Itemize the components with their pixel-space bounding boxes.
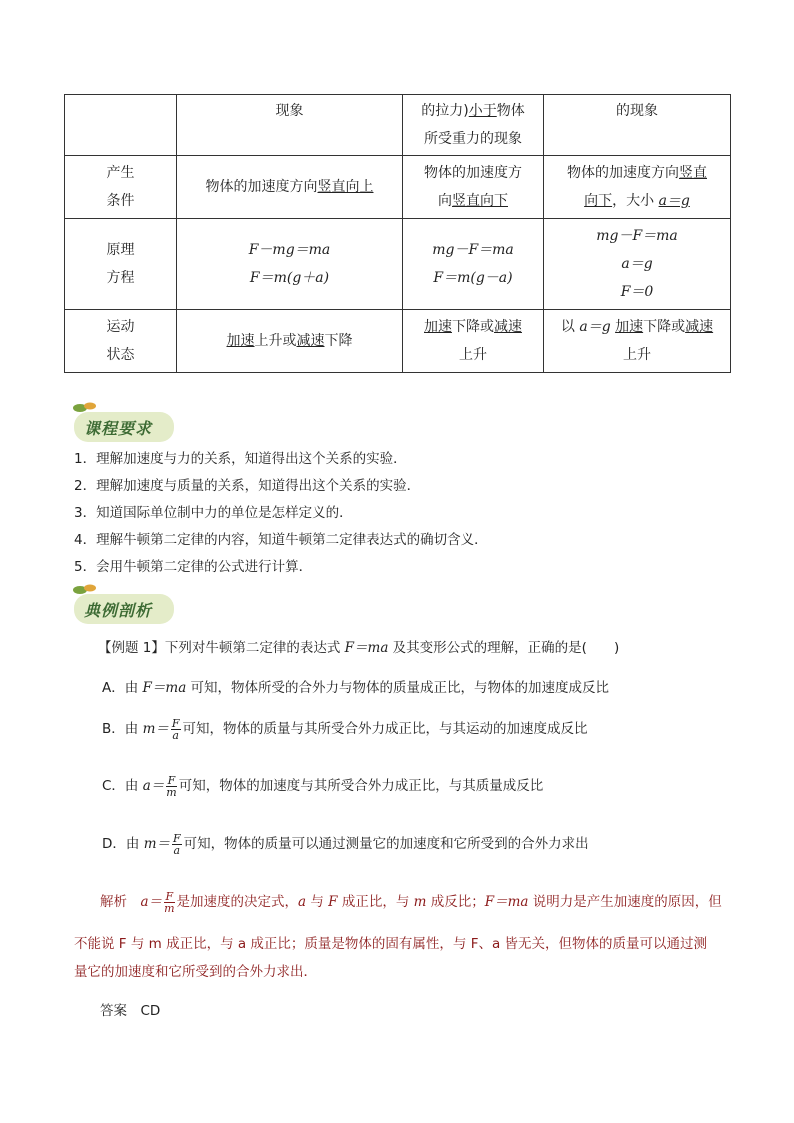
table-cell <box>65 310 177 373</box>
cell-text: 向 <box>438 193 452 209</box>
option-lead: D．由 <box>102 836 144 852</box>
cell-text: 物体 <box>496 103 525 119</box>
cell-text: 物体的加速度方 <box>424 165 522 181</box>
analysis-text: 成正比，与 <box>337 894 414 910</box>
answer-label: 答案 <box>100 1003 141 1019</box>
cell-formula: F＝m(g＋a) <box>249 270 330 286</box>
row-label: 运动 <box>106 319 135 335</box>
table-row <box>65 95 731 156</box>
analysis-text: 成反比； <box>426 894 485 910</box>
table-cell <box>544 310 731 373</box>
cell-text: 以 <box>560 319 580 335</box>
cell-formula: mg－F＝ma <box>596 228 678 244</box>
leaf-icon <box>72 582 98 596</box>
row-label: 原理 <box>106 242 135 258</box>
cell-text: 的拉力) <box>421 103 469 119</box>
analysis-text: 说明力是产生加速度的原因，但 <box>528 894 722 910</box>
cell-text: 竖直向下 <box>452 193 508 209</box>
cell-text: 加速 <box>615 319 644 335</box>
fraction <box>171 718 181 741</box>
cell-text: 减速 <box>494 319 522 335</box>
table-row <box>65 156 731 219</box>
cell-text: 上升 <box>623 347 651 363</box>
cell-text: 加速 <box>226 333 255 349</box>
analysis-formula: F＝ma <box>484 894 529 910</box>
option-a <box>102 676 609 696</box>
cell-formula: a＝g <box>579 319 611 335</box>
analysis-var: F <box>328 894 338 910</box>
cell-formula: a＝g <box>658 193 690 209</box>
analysis-var: m <box>413 894 427 910</box>
section-title: 典例剖析 <box>84 601 153 620</box>
option-formula: F＝ma <box>142 680 187 696</box>
analysis-formula: a＝ <box>140 894 163 910</box>
option-lead: A．由 <box>102 680 143 696</box>
example-question <box>98 636 619 656</box>
cell-formula: a＝g <box>621 256 653 272</box>
row-label: 条件 <box>106 193 135 209</box>
requirement-item: 4．理解牛顿第二定律的内容，知道牛顿第二定律表达式的确切含义． <box>74 532 488 548</box>
fraction <box>166 775 176 798</box>
cell-text: 减速 <box>296 333 325 349</box>
table-cell <box>403 95 544 156</box>
option-lead: B．由 <box>102 721 143 737</box>
comparison-table <box>64 94 731 373</box>
cell-formula: F－mg＝ma <box>248 242 331 258</box>
table-cell <box>403 219 544 310</box>
cell-text: 物体的加速度方向 <box>205 179 318 195</box>
requirement-item: 5．会用牛顿第二定律的公式进行计算． <box>74 559 313 575</box>
cell-text: 小于 <box>468 103 497 119</box>
cell-text: 竖直 <box>679 165 707 181</box>
option-c <box>102 774 543 798</box>
denominator: m <box>166 785 177 799</box>
fraction <box>172 833 182 856</box>
numerator: F <box>167 773 176 787</box>
analysis-text: 与 <box>306 894 329 910</box>
denominator: m <box>164 901 175 915</box>
table-cell <box>65 156 177 219</box>
analysis-var: a <box>298 894 307 910</box>
requirement-item: 2．理解加速度与质量的关系，知道得出这个关系的实验． <box>74 478 421 494</box>
table-cell <box>544 219 731 310</box>
cell-formula: F＝m(g－a) <box>433 270 513 286</box>
cell-formula: mg－F＝ma <box>432 242 514 258</box>
table-cell <box>65 95 177 156</box>
option-formula: m＝ <box>143 836 170 852</box>
option-text: 可知，物体的质量与其所受合外力成正比，与其运动的加速度成反比 <box>182 721 588 737</box>
row-label: 产生 <box>106 165 135 181</box>
question-text: 【例题 1】下列对牛顿第二定律的表达式 <box>98 640 345 656</box>
cell-text: 上升或 <box>254 333 297 349</box>
cell-text: 下降或 <box>452 319 494 335</box>
table-cell <box>403 310 544 373</box>
row-label: 状态 <box>106 347 135 363</box>
cell-text: 下降 <box>324 333 353 349</box>
row-label: 方程 <box>106 270 135 286</box>
option-text: 可知，物体所受的合外力与物体的质量成正比，与物体的加速度成反比 <box>186 680 610 696</box>
option-d <box>102 832 589 856</box>
analysis-label: 解析 <box>100 894 141 910</box>
table-cell <box>177 95 403 156</box>
cell-text: 加速 <box>424 319 452 335</box>
analysis-line-3: 量它的加速度和它所受到的合外力求出． <box>74 964 317 980</box>
table-cell <box>177 219 403 310</box>
table-cell <box>177 310 403 373</box>
numerator: F <box>173 831 181 845</box>
option-lead: C．由 <box>102 778 143 794</box>
numerator: F <box>171 716 180 730</box>
cell-text: 上升 <box>459 347 487 363</box>
leaf-icon <box>72 400 98 414</box>
table-cell <box>544 95 731 156</box>
table-cell <box>177 156 403 219</box>
table-cell <box>65 219 177 310</box>
denominator: a <box>173 843 181 857</box>
cell-text: 所受重力的现象 <box>424 131 522 147</box>
table-row <box>65 219 731 310</box>
answer-value: CD <box>140 1003 161 1019</box>
section-heading-course-requirements <box>74 412 174 442</box>
section-heading-example-analysis <box>74 594 174 624</box>
analysis-line-2: 不能说 F 与 m 成正比，与 a 成正比；质量是物体的固有属性，与 F、a 皆无关，但物体的质量可以通过测 <box>74 936 708 952</box>
fraction <box>164 891 174 914</box>
table-row <box>65 310 731 373</box>
option-text: 可知，物体的质量可以通过测量它的加速度和它所受到的合外力求出 <box>183 836 589 852</box>
option-formula: m＝ <box>142 721 169 737</box>
cell-text: 竖直向上 <box>317 179 374 195</box>
requirement-item: 1．理解加速度与力的关系，知道得出这个关系的实验． <box>74 451 407 467</box>
answer <box>100 999 160 1019</box>
cell-text: ，大小 <box>612 193 659 209</box>
cell-text: 下降或 <box>643 319 686 335</box>
requirement-item: 3．知道国际单位制中力的单位是怎样定义的． <box>74 505 353 521</box>
question-text: 及其变形公式的理解，正确的是( ) <box>388 640 620 656</box>
question-formula: F＝ma <box>344 640 389 656</box>
cell-text: 的现象 <box>616 103 658 119</box>
option-b <box>102 717 588 741</box>
table-cell <box>403 156 544 219</box>
analysis-text: 是加速度的决定式， <box>176 894 298 910</box>
option-text: 可知，物体的加速度与其所受合外力成正比，与其质量成反比 <box>178 778 544 794</box>
section-title: 课程要求 <box>84 419 153 438</box>
cell-text: 减速 <box>685 319 714 335</box>
cell-formula: F＝0 <box>620 284 654 300</box>
option-formula: a＝ <box>142 778 165 794</box>
numerator: F <box>165 889 174 903</box>
analysis-line-1 <box>100 890 722 914</box>
cell-text: 现象 <box>275 103 304 119</box>
cell-text: 物体的加速度方向 <box>567 165 679 181</box>
table-cell <box>544 156 731 219</box>
denominator: a <box>172 728 179 742</box>
cell-text: 向下 <box>584 193 613 209</box>
